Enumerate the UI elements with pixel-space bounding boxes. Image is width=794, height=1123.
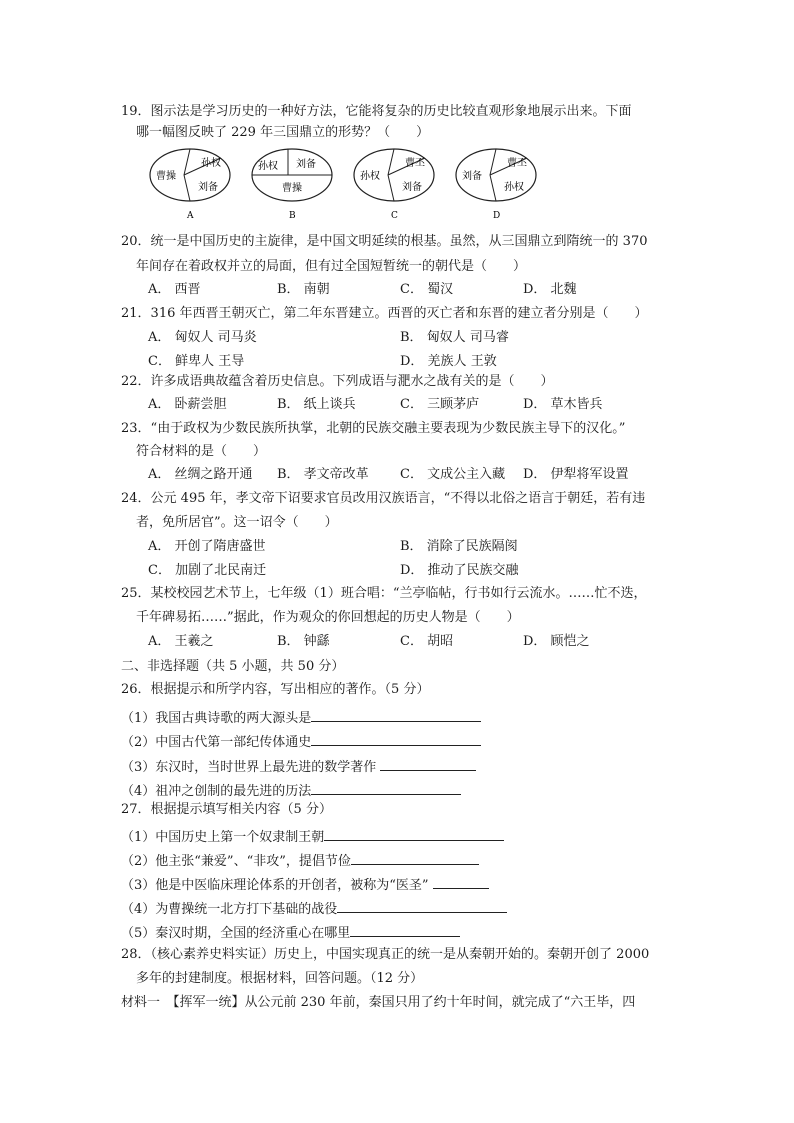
q23-option-c[interactable]: C． 文成公主入藏 <box>400 467 506 482</box>
q20-line1: 20．统一是中国历史的主旋律，是中国文明延续的根基。虽然，从三国鼎立到隋统一的 370 <box>121 234 648 249</box>
q26-item-3 <box>121 756 476 777</box>
q19-line2: 哪一幅图反映了 229 年三国鼎立的形势？（ ） <box>136 125 430 140</box>
q26-answer-blank-3[interactable] <box>380 756 476 771</box>
q27-answer-blank-3[interactable] <box>433 874 489 889</box>
q25-option-c[interactable]: C． 胡昭 <box>400 634 454 649</box>
q22-option-b[interactable]: B． 纸上谈兵 <box>277 397 356 412</box>
diagram-c-letter: C <box>391 211 398 221</box>
diagram-d <box>456 149 536 221</box>
diagram-d-bottom-right: 孙权 <box>504 182 524 193</box>
q27-item-4 <box>121 898 507 919</box>
q27-item-2 <box>121 850 479 871</box>
q27-item-4-text: （4）为曹操统一北方打下基础的战役 <box>121 902 338 917</box>
q25-option-b[interactable]: B． 钟繇 <box>277 634 330 649</box>
q24-option-d[interactable]: D． 推动了民族交融 <box>400 563 519 578</box>
diagram-c-top-right: 曹丕 <box>405 158 425 169</box>
q27-item-3-text: （3）他是中医临床理论体系的开创者，被称为“医圣” <box>121 878 429 893</box>
diagram-a-top-right: 孙权 <box>201 158 221 169</box>
q19-line1: 19．图示法是学习历史的一种好方法，它能将复杂的历史比较直观形象地展示出来。下面 <box>121 104 632 119</box>
q22-option-a[interactable]: A． 卧薪尝胆 <box>148 397 227 412</box>
diagram-d-divider <box>490 149 496 175</box>
q26-answer-blank-2[interactable] <box>311 731 481 746</box>
q21-option-c[interactable]: C． 鲜卑人 王导 <box>148 354 245 369</box>
q23-line1: 23．“由于政权为少数民族所执掌，北朝的民族交融主要表现为少数民族主导下的汉化。” <box>121 421 626 436</box>
diagram-b-left: 孙权 <box>258 161 278 172</box>
q25-option-d[interactable]: D． 顾恺之 <box>523 634 590 649</box>
q24-option-a[interactable]: A． 开创了隋唐盛世 <box>148 539 266 554</box>
q24-line1: 24．公元 495 年，孝文帝下诏要求官员改用汉族语言，“不得以北俗之语言于朝廷，若有违 <box>121 491 646 506</box>
q20-option-c[interactable]: C． 蜀汉 <box>400 282 454 297</box>
diagram-b-letter: B <box>289 211 296 221</box>
q28-line1: 28．（核心素养史料实证）历史上，中国实现真正的统一是从秦朝开始的。秦朝开创了 2000 <box>121 947 650 962</box>
q21-line1: 21．316 年西晋王朝灭亡，第二年东晋建立。西晋的灭亡者和东晋的建立者分别是（ ） <box>121 306 648 321</box>
q26-item-2-text: （2）中国古代第一部纪传体通史 <box>121 735 312 750</box>
diagram-b-bottom: 曹操 <box>282 183 302 194</box>
q26-answer-blank-1[interactable] <box>311 707 481 722</box>
q24-option-c[interactable]: C． 加剧了北民南迁 <box>148 563 267 578</box>
diagram-a-divider <box>184 175 190 201</box>
q22-line1: 22．许多成语典故蕴含着历史信息。下列成语与淝水之战有关的是（ ） <box>121 374 554 389</box>
q26-item-2 <box>121 731 481 752</box>
q27-answer-blank-4[interactable] <box>337 898 507 913</box>
q22-option-d[interactable]: D． 草木皆兵 <box>523 397 603 412</box>
q20-option-d[interactable]: D． 北魏 <box>523 282 577 297</box>
q20-option-b[interactable]: B． 南朝 <box>277 282 330 297</box>
diagram-c <box>354 149 434 221</box>
diagram-b <box>252 149 332 221</box>
q27-answer-blank-2[interactable] <box>351 850 479 865</box>
q25-option-a[interactable]: A． 王羲之 <box>148 634 214 649</box>
q26-item-3-text: （3）东汉时，当时世界上最先进的数学著作 <box>121 760 377 775</box>
diagram-d-letter: D <box>493 211 501 221</box>
q28-material-1: 材料一 【挥军一统】从公元前 230 年前，秦国只用了约十年时间，就完成了“六王毕，四 <box>121 995 636 1010</box>
diagram-a-left: 曹操 <box>156 171 176 182</box>
q23-option-a[interactable]: A． 丝绸之路开通 <box>148 467 253 482</box>
q27-item-1-text: （1）中国历史上第一个奴隶制王朝 <box>121 830 325 845</box>
q23-option-d[interactable]: D． 伊犁将军设置 <box>523 467 629 482</box>
diagram-a-divider <box>184 149 190 175</box>
q27-answer-blank-1[interactable] <box>324 826 504 841</box>
q21-option-b[interactable]: B． 匈奴人 司马睿 <box>400 330 509 345</box>
q27-item-5-text: （5）秦汉时期，全国的经济重心在哪里 <box>121 926 351 941</box>
q22-option-c[interactable]: C． 三顾茅庐 <box>400 397 480 412</box>
diagram-b-top-right: 刘备 <box>296 159 316 170</box>
q27-item-1 <box>121 826 504 847</box>
diagram-c-divider <box>388 175 394 201</box>
q27-item-5 <box>121 922 460 943</box>
q25-line1: 25．某校校园艺术节上，七年级（1）班合唱：“兰亭临帖，行书如行云流水。……忙不迭， <box>121 586 647 601</box>
q26-answer-blank-4[interactable] <box>311 780 461 795</box>
q28-line2: 多年的封建制度。根据材料，回答问题。（12 分） <box>136 971 424 986</box>
q23-line2: 符合材料的是（ ） <box>136 444 267 459</box>
q27-item-3 <box>121 874 489 895</box>
q27-answer-blank-5[interactable] <box>350 922 460 937</box>
q27-line1: 27．根据提示填写相关内容（5 分） <box>121 802 332 817</box>
diagram-c-bottom-right: 刘备 <box>402 182 422 193</box>
q20-line2: 年间存在着政权并立的局面，但有过全国短暂统一的朝代是（ ） <box>136 259 527 274</box>
q26-item-1 <box>121 707 481 728</box>
q26-item-4 <box>121 780 461 801</box>
diagram-c-divider <box>388 149 394 175</box>
q21-option-d[interactable]: D． 羌族人 王敦 <box>400 354 497 369</box>
diagram-d-left: 刘备 <box>462 171 482 182</box>
diagram-c-left: 孙权 <box>360 171 380 182</box>
q24-line2: 者，免所居官”。这一诏令（ ） <box>136 515 338 530</box>
q26-item-4-text: （4）祖冲之创制的最先进的历法 <box>121 784 312 799</box>
q24-option-b[interactable]: B． 消除了民族隔阂 <box>400 539 518 554</box>
diagram-a <box>150 149 230 221</box>
diagram-d-divider <box>490 175 496 201</box>
q19-diagrams <box>140 145 540 223</box>
q23-option-b[interactable]: B． 孝文帝改革 <box>277 467 369 482</box>
diagram-a-bottom-right: 刘备 <box>198 182 218 193</box>
q20-option-a[interactable]: A． 西晋 <box>148 282 201 297</box>
section-2-heading: 二、非选择题（共 5 小题，共 50 分） <box>121 659 345 674</box>
q25-line2: 千年碑易拓……”据此，作为观众的你回想起的历史人物是（ ） <box>136 610 520 625</box>
diagram-a-letter: A <box>187 211 194 221</box>
q21-option-a[interactable]: A． 匈奴人 司马炎 <box>148 330 257 345</box>
q27-item-2-text: （2）他主张“兼爱”、“非攻”，提倡节俭 <box>121 854 351 869</box>
diagram-d-top-right: 曹丕 <box>507 158 527 169</box>
q26-item-1-text: （1）我国古典诗歌的两大源头是 <box>121 711 312 726</box>
q26-line1: 26．根据提示和所学内容，写出相应的著作。（5 分） <box>121 682 430 697</box>
